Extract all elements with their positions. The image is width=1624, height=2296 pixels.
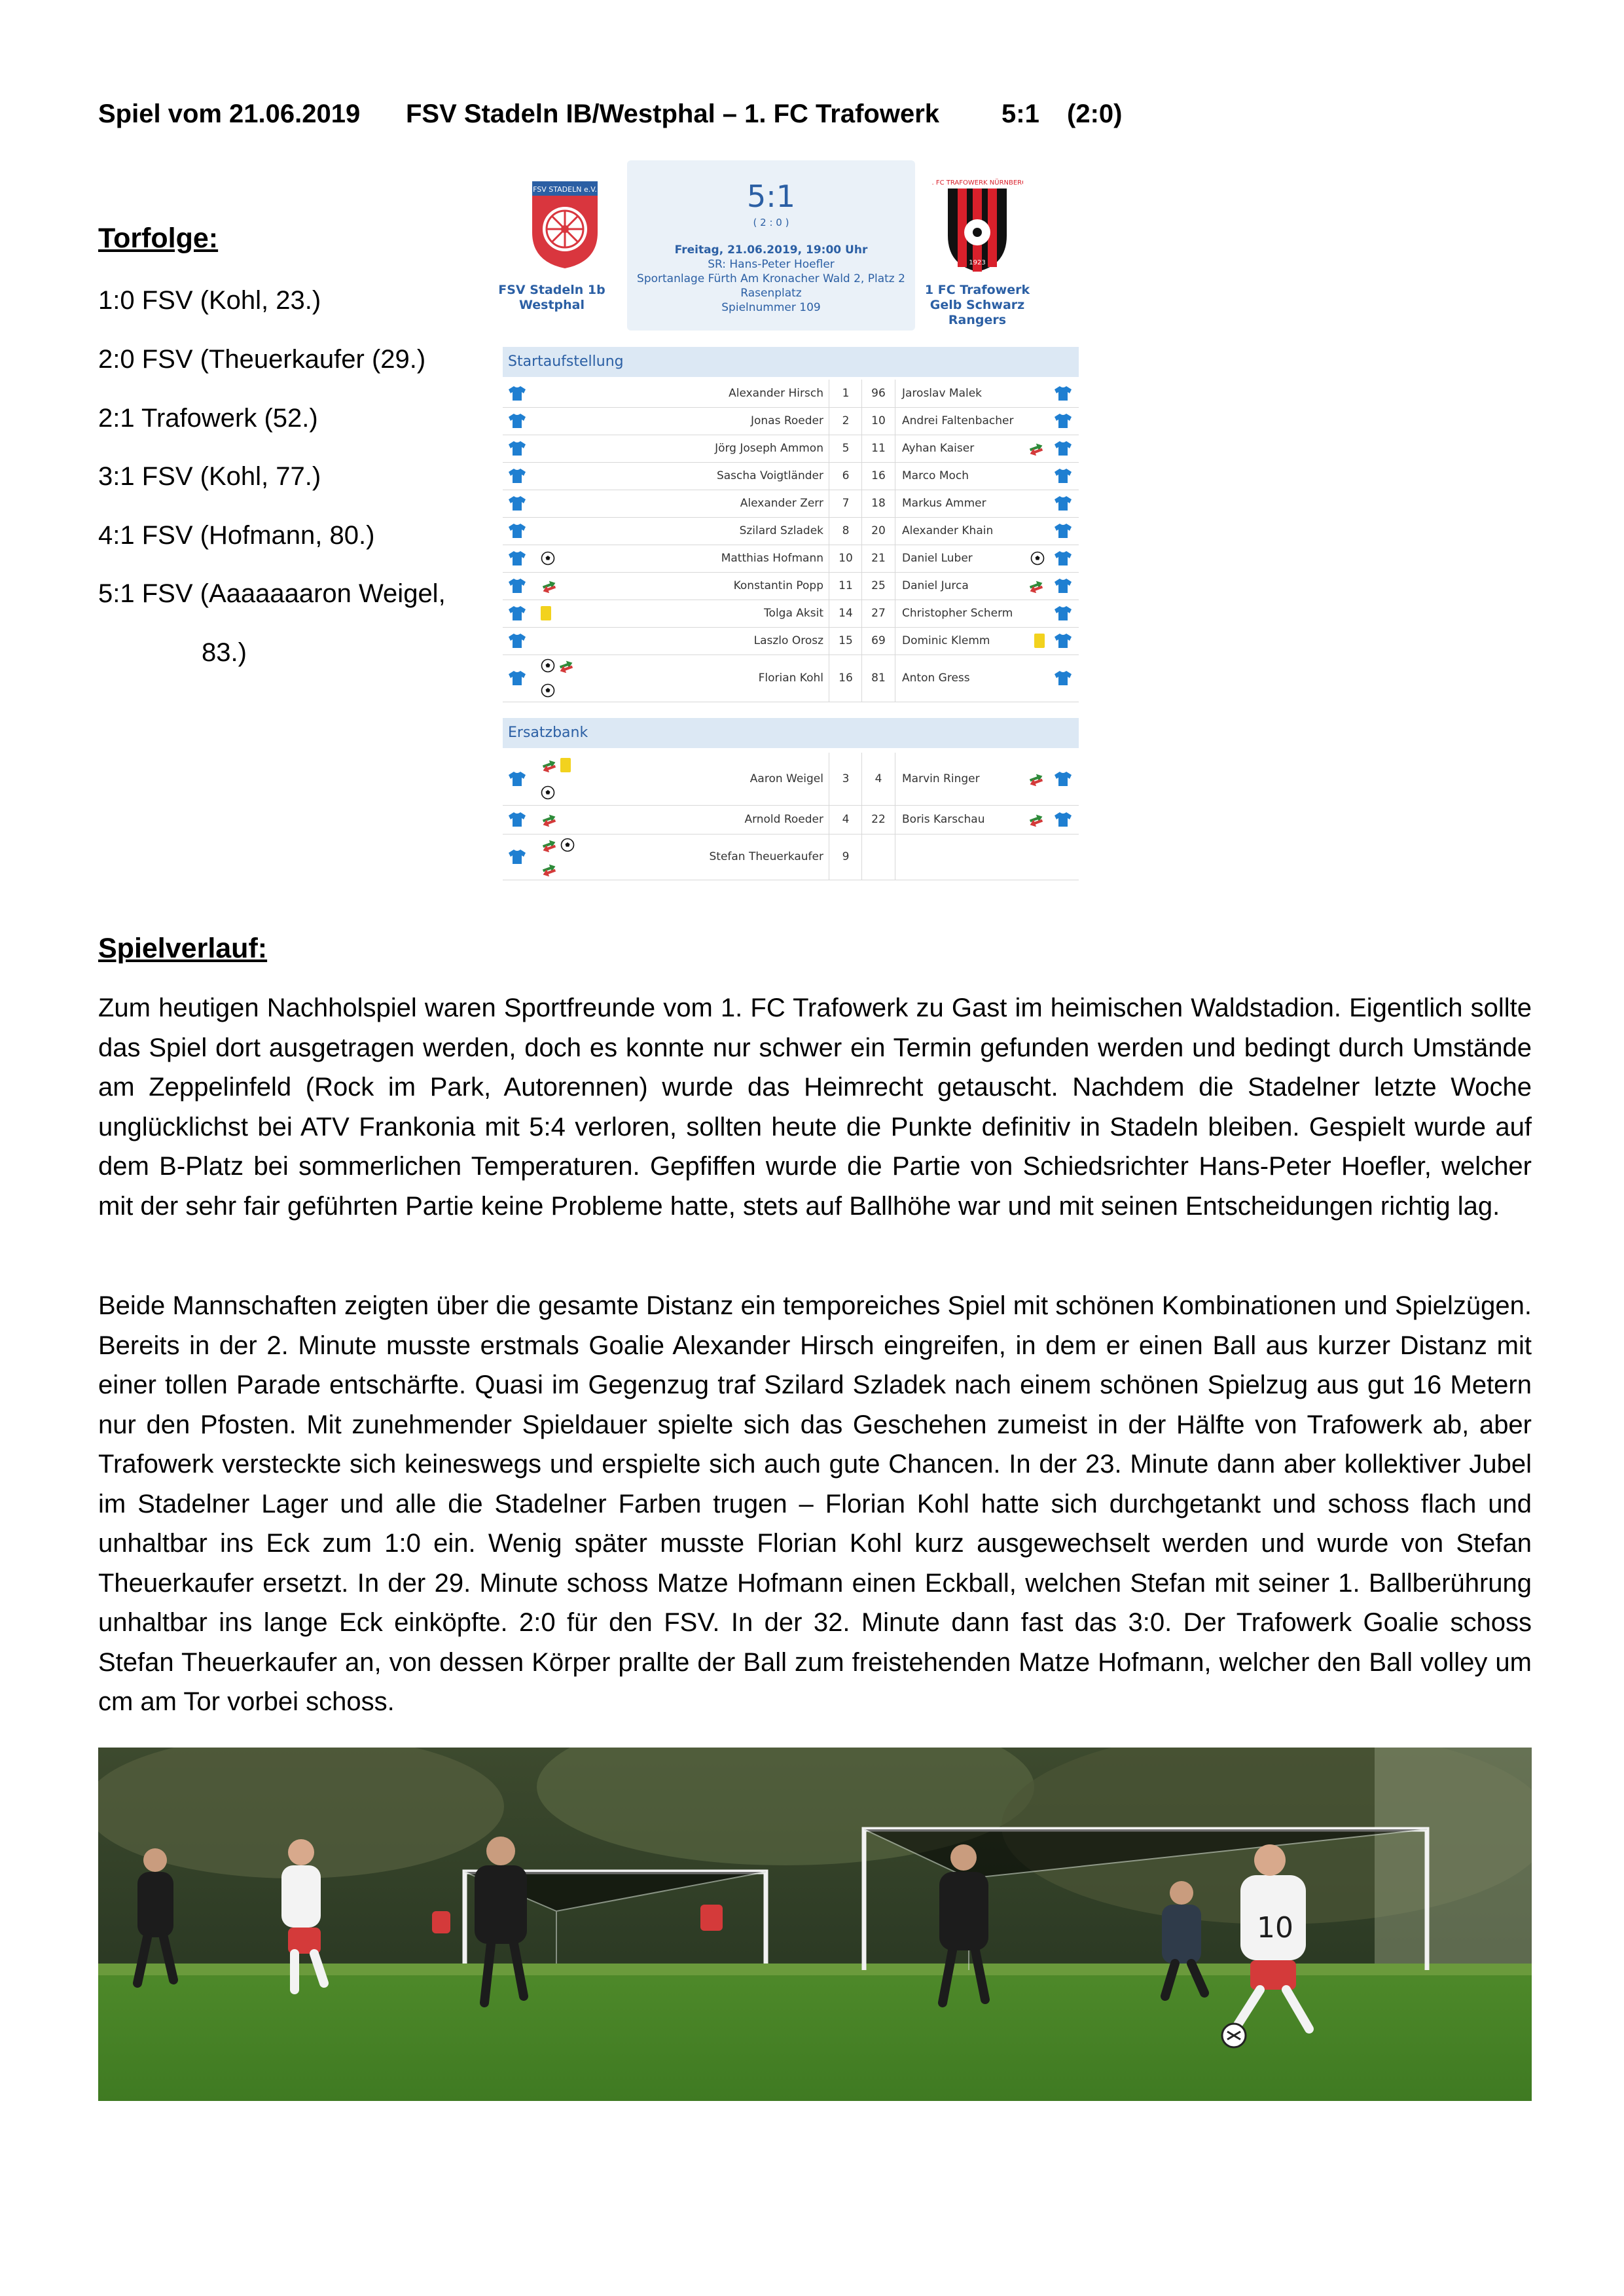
home-player-number: 8 bbox=[829, 517, 862, 545]
away-events bbox=[1005, 753, 1045, 805]
home-player-name[interactable]: Tolga Aksit bbox=[764, 607, 823, 620]
away-crest-year: 1923 bbox=[969, 259, 986, 266]
away-player-name[interactable]: Marvin Ringer bbox=[902, 772, 980, 785]
home-player-number: 15 bbox=[829, 627, 862, 655]
home-shirt-icon bbox=[505, 407, 529, 435]
home-player-name[interactable]: Stefan Theuerkaufer bbox=[709, 850, 823, 863]
away-player-number bbox=[861, 834, 895, 880]
home-player-name[interactable]: Jörg Joseph Ammon bbox=[715, 442, 823, 455]
away-events bbox=[1005, 517, 1045, 545]
away-events bbox=[1005, 627, 1045, 655]
score-box bbox=[627, 160, 915, 331]
goal-icon bbox=[541, 551, 555, 565]
away-shirt-icon bbox=[1051, 407, 1075, 435]
away-shirt-icon bbox=[1051, 380, 1075, 407]
substitution-icon bbox=[1028, 579, 1045, 593]
away-player-number: 22 bbox=[861, 805, 895, 834]
away-shirt-icon bbox=[1051, 545, 1075, 572]
away-player-name[interactable]: Marco Moch bbox=[902, 469, 969, 482]
away-player-number: 27 bbox=[861, 600, 895, 627]
home-player-name[interactable]: Szilard Szladek bbox=[739, 524, 823, 537]
substitution-icon bbox=[558, 658, 575, 673]
match-photo-illustration bbox=[98, 1748, 1532, 2101]
away-shirt-icon bbox=[1051, 462, 1075, 490]
card-halftime: ( 2 : 0 ) bbox=[753, 217, 789, 228]
home-events bbox=[541, 545, 580, 572]
match-datetime: Freitag, 21.06.2019, 19:00 Uhr bbox=[674, 243, 868, 257]
lineup-row bbox=[503, 545, 1079, 573]
home-player-number: 3 bbox=[829, 753, 862, 805]
lineup-row bbox=[503, 435, 1079, 463]
home-player-name[interactable]: Florian Kohl bbox=[758, 672, 823, 685]
home-player-name[interactable]: Arnold Roeder bbox=[744, 813, 823, 826]
goal-item: 2:1 Trafowerk (52.) bbox=[98, 404, 318, 433]
away-shirt-icon bbox=[1051, 572, 1075, 600]
home-shirt-icon bbox=[505, 753, 529, 805]
lineup-row bbox=[503, 655, 1079, 702]
home-events bbox=[541, 834, 580, 880]
goal-item: 1:0 FSV (Kohl, 23.) bbox=[98, 286, 321, 315]
home-shirt-icon bbox=[505, 627, 529, 655]
away-player-number: 20 bbox=[861, 517, 895, 545]
goal-item: 2:0 FSV (Theuerkaufer (29.) bbox=[98, 345, 426, 374]
spielverlauf-title: Spielverlauf: bbox=[98, 933, 268, 964]
lineup-row bbox=[503, 517, 1079, 545]
away-events bbox=[1005, 600, 1045, 627]
substitution-icon bbox=[1028, 772, 1045, 786]
away-events bbox=[1005, 435, 1045, 462]
away-shirt-icon bbox=[1051, 600, 1075, 627]
away-events bbox=[1005, 490, 1045, 517]
lineup-row bbox=[503, 572, 1079, 600]
away-events bbox=[1005, 545, 1045, 572]
away-player-name[interactable]: Dominic Klemm bbox=[902, 634, 990, 647]
bench-section-title: Ersatzbank bbox=[503, 718, 1079, 748]
away-player-number: 69 bbox=[861, 627, 895, 655]
away-player-number: 96 bbox=[861, 380, 895, 407]
home-player-number: 11 bbox=[829, 572, 862, 600]
away-events bbox=[1005, 407, 1045, 435]
home-player-number: 14 bbox=[829, 600, 862, 627]
report-paragraph: Beide Mannschaften zeigten über die gesamte Distanz ein temporeiches Spiel mit schönen Kombinationen und Spielzügen. Bereits in der 2. Minute musste erstmals Goalie Alexander Hirsch eingreifen, in dem er einen Ball aus kurzer Distanz mit einer tollen Parade entschärfte. Quasi im Gegenzug traf Szilard Szladek nach einem schönen Spielzug aus gut 16 Metern nur den Pfosten. Mit zunehmender Spieldauer spielte sich das Geschehen zumeist in der Hälfte von Trafowerk ab, aber Trafowerk versteckte sich keineswegs und erspielte sich auch gute Chancen. In der 23. Minute dann aber kollektiver Jubel im Stadelner Lager und alle die Stadelner Farben trugen – Florian Kohl hatte sich durchgetankt und schoss flach und unhaltbar ins Eck zum 1:0 ein. Wenig später musste Florian Kohl kurz ausgewechselt werden und wurde von Stefan Theuerkaufer ersetzt. In der 29. Minute schoss Matze Hofmann einen Eckball, welchen Stefan mit seiner 1. Ballberührung unhaltbar ins lange Eck einköpfte. 2:0 für den FSV. In der 32. Minute dann fast das 3:0. Der Trafowerk Goalie schoss Stefan Theuerkaufer an, von dessen Körper prallte der Ball zum freistehenden Matze Hofmann, welcher den Ball volley um cm am Tor vorbei schoss. bbox=[98, 1291, 1532, 1716]
away-player-name[interactable]: Daniel Luber bbox=[902, 552, 973, 565]
lineup-row bbox=[503, 600, 1079, 628]
away-shirt-icon bbox=[1051, 627, 1075, 655]
away-player-name[interactable]: Andrei Faltenbacher bbox=[902, 414, 1014, 427]
home-player-number: 2 bbox=[829, 407, 862, 435]
match-surface: Rasenplatz bbox=[740, 287, 802, 300]
away-player-name[interactable]: Anton Gress bbox=[902, 672, 970, 685]
goal-icon bbox=[560, 838, 575, 852]
torfolge-title: Torfolge: bbox=[98, 223, 219, 254]
lineup-row bbox=[503, 834, 1079, 880]
match-halftime: (2:0) bbox=[1067, 99, 1123, 128]
home-shirt-icon bbox=[505, 545, 529, 572]
home-events bbox=[541, 407, 580, 435]
away-events bbox=[1005, 380, 1045, 407]
home-events bbox=[541, 380, 580, 407]
substitution-icon bbox=[541, 579, 558, 593]
lineup-row bbox=[503, 462, 1079, 490]
home-events bbox=[541, 600, 580, 627]
match-teams: FSV Stadeln IB/Westphal – 1. FC Trafowerk bbox=[406, 99, 940, 128]
home-player-name[interactable]: Alexander Hirsch bbox=[729, 387, 823, 400]
away-player-name[interactable]: Christopher Scherm bbox=[902, 607, 1013, 620]
home-player-name[interactable]: Jonas Roeder bbox=[750, 414, 823, 427]
home-player-number: 1 bbox=[829, 380, 862, 407]
home-shirt-icon bbox=[505, 490, 529, 517]
substitution-icon bbox=[541, 758, 558, 772]
goal-icon bbox=[1030, 551, 1045, 565]
home-crest-icon bbox=[526, 180, 604, 272]
home-shirt-icon bbox=[505, 834, 529, 880]
away-events bbox=[1005, 572, 1045, 600]
home-player-number: 6 bbox=[829, 462, 862, 490]
away-player-number: 4 bbox=[861, 753, 895, 805]
match-number: Spielnummer 109 bbox=[721, 301, 821, 314]
home-events bbox=[541, 805, 580, 834]
home-shirt-icon bbox=[505, 805, 529, 834]
starting-section-title: Startaufstellung bbox=[503, 347, 1079, 377]
home-player-number: 5 bbox=[829, 435, 862, 462]
home-player-number: 16 bbox=[829, 655, 862, 702]
home-player-name[interactable]: Matthias Hofmann bbox=[721, 552, 823, 565]
home-events bbox=[541, 572, 580, 600]
home-player-number: 9 bbox=[829, 834, 862, 880]
home-shirt-icon bbox=[505, 435, 529, 462]
home-player-number: 10 bbox=[829, 545, 862, 572]
home-shirt-icon bbox=[505, 655, 529, 702]
substitution-icon bbox=[541, 838, 558, 852]
away-player-name[interactable]: Ayhan Kaiser bbox=[902, 442, 975, 455]
home-shirt-icon bbox=[505, 380, 529, 407]
away-team-crest bbox=[931, 177, 1023, 266]
yellow-card-icon bbox=[560, 758, 571, 772]
match-venue: Sportanlage Fürth Am Kronacher Wald 2, Platz 2 bbox=[637, 272, 905, 285]
lineup-row bbox=[503, 805, 1079, 834]
goal-item: 5:1 FSV (Aaaaaaaron Weigel, bbox=[98, 579, 446, 608]
home-player-number: 7 bbox=[829, 490, 862, 517]
lineup-row bbox=[503, 407, 1079, 435]
home-player-name[interactable]: Sascha Voigtländer bbox=[716, 469, 823, 482]
match-info bbox=[627, 243, 915, 315]
away-events bbox=[1005, 834, 1045, 880]
substitution-icon bbox=[541, 812, 558, 827]
away-player-number: 16 bbox=[861, 462, 895, 490]
home-crest-text: FSV STADELN e.V. bbox=[533, 185, 597, 194]
home-events bbox=[541, 753, 580, 805]
away-player-number: 18 bbox=[861, 490, 895, 517]
away-events bbox=[1005, 805, 1045, 834]
away-shirt-icon bbox=[1051, 805, 1075, 834]
goal-icon bbox=[541, 683, 555, 698]
lineup-row bbox=[503, 627, 1079, 655]
goal-item-continuation: 83.) bbox=[202, 638, 247, 667]
match-result: 5:1 bbox=[1001, 99, 1039, 128]
home-team-crest bbox=[526, 180, 604, 259]
away-player-name[interactable]: Boris Karschau bbox=[902, 813, 985, 826]
card-score: 5:1 bbox=[746, 179, 796, 214]
away-player-number: 21 bbox=[861, 545, 895, 572]
away-player-number: 10 bbox=[861, 407, 895, 435]
away-shirt-icon bbox=[1051, 490, 1075, 517]
away-player-name[interactable]: Alexander Khain bbox=[902, 524, 994, 537]
home-player-name[interactable]: Alexander Zerr bbox=[740, 497, 823, 510]
goal-item: 3:1 FSV (Kohl, 77.) bbox=[98, 462, 321, 491]
home-events bbox=[541, 435, 580, 462]
home-team-name[interactable]: FSV Stadeln 1b Westphal bbox=[498, 283, 605, 312]
away-shirt-icon bbox=[1051, 517, 1075, 545]
away-player-number: 81 bbox=[861, 655, 895, 702]
home-shirt-icon bbox=[505, 517, 529, 545]
away-player-name[interactable]: Jaroslav Malek bbox=[902, 387, 983, 400]
lineup-row bbox=[503, 753, 1079, 806]
match-referee: SR: Hans-Peter Hoefler bbox=[708, 258, 835, 271]
away-player-number: 11 bbox=[861, 435, 895, 462]
away-events bbox=[1005, 655, 1045, 702]
home-shirt-icon bbox=[505, 600, 529, 627]
away-shirt-icon bbox=[1051, 655, 1075, 702]
substitution-icon bbox=[541, 862, 558, 876]
home-events bbox=[541, 517, 580, 545]
away-crest-text: 1. FC TRAFOWERK NÜRNBERG bbox=[931, 179, 1023, 187]
away-crest-icon bbox=[931, 177, 1023, 275]
home-player-name[interactable]: Aaron Weigel bbox=[749, 772, 823, 785]
home-shirt-icon bbox=[505, 462, 529, 490]
photo-shirt-number: 10 bbox=[1257, 1911, 1293, 1945]
home-events bbox=[541, 490, 580, 517]
lineup-row bbox=[503, 490, 1079, 518]
yellow-card-icon bbox=[541, 606, 551, 620]
report-paragraph: Zum heutigen Nachholspiel waren Sportfreunde vom 1. FC Trafowerk zu Gast im heimischen Waldstadion. Eigentlich sollte das Spiel dort ausgetragen werden, doch es konnte nur schwer ein Termin gefunden werden und bedingt durch Umstände am Zeppelinfeld (Rock im Park, Autorennen) wurde das Heimrecht getauscht. Nachdem die Stadelner letzte Woche unglücklichst bei ATV Frankonia mit 5:4 verloren, sollten heute die Punkte definitiv in Stadeln bleiben. Gespielt wurde auf dem B-Platz bei sommerlichen Temperaturen. Gepfiffen wurde die Partie von Schiedsrichter Hans-Peter Hoefler, welcher mit der sehr fair geführten Partie keine Probleme hatte, stets auf Ballhöhe war und mit seinen Entscheidungen richtig lag. bbox=[98, 994, 1532, 1221]
home-player-name[interactable]: Konstantin Popp bbox=[733, 579, 823, 592]
goal-icon bbox=[541, 658, 555, 673]
substitution-icon bbox=[1028, 812, 1045, 827]
goal-icon bbox=[541, 785, 555, 800]
away-player-name[interactable]: Markus Ammer bbox=[902, 497, 986, 510]
match-card bbox=[498, 160, 1079, 884]
lineup-row bbox=[503, 380, 1079, 408]
match-photo bbox=[98, 1748, 1532, 2101]
away-shirt-icon bbox=[1051, 753, 1075, 805]
home-shirt-icon bbox=[505, 572, 529, 600]
home-player-name[interactable]: Laszlo Orosz bbox=[753, 634, 823, 647]
yellow-card-icon bbox=[1034, 634, 1045, 648]
match-date: Spiel vom 21.06.2019 bbox=[98, 99, 361, 128]
away-player-number: 25 bbox=[861, 572, 895, 600]
home-player-number: 4 bbox=[829, 805, 862, 834]
away-player-name[interactable]: Daniel Jurca bbox=[902, 579, 969, 592]
goal-item: 4:1 FSV (Hofmann, 80.) bbox=[98, 521, 375, 550]
home-events bbox=[541, 627, 580, 655]
substitution-icon bbox=[1028, 441, 1045, 456]
away-team-name[interactable]: 1 FC Trafowerk Gelb Schwarz Rangers bbox=[924, 283, 1030, 327]
home-events bbox=[541, 462, 580, 490]
away-events bbox=[1005, 462, 1045, 490]
home-events bbox=[541, 655, 580, 702]
away-shirt-icon bbox=[1051, 435, 1075, 462]
